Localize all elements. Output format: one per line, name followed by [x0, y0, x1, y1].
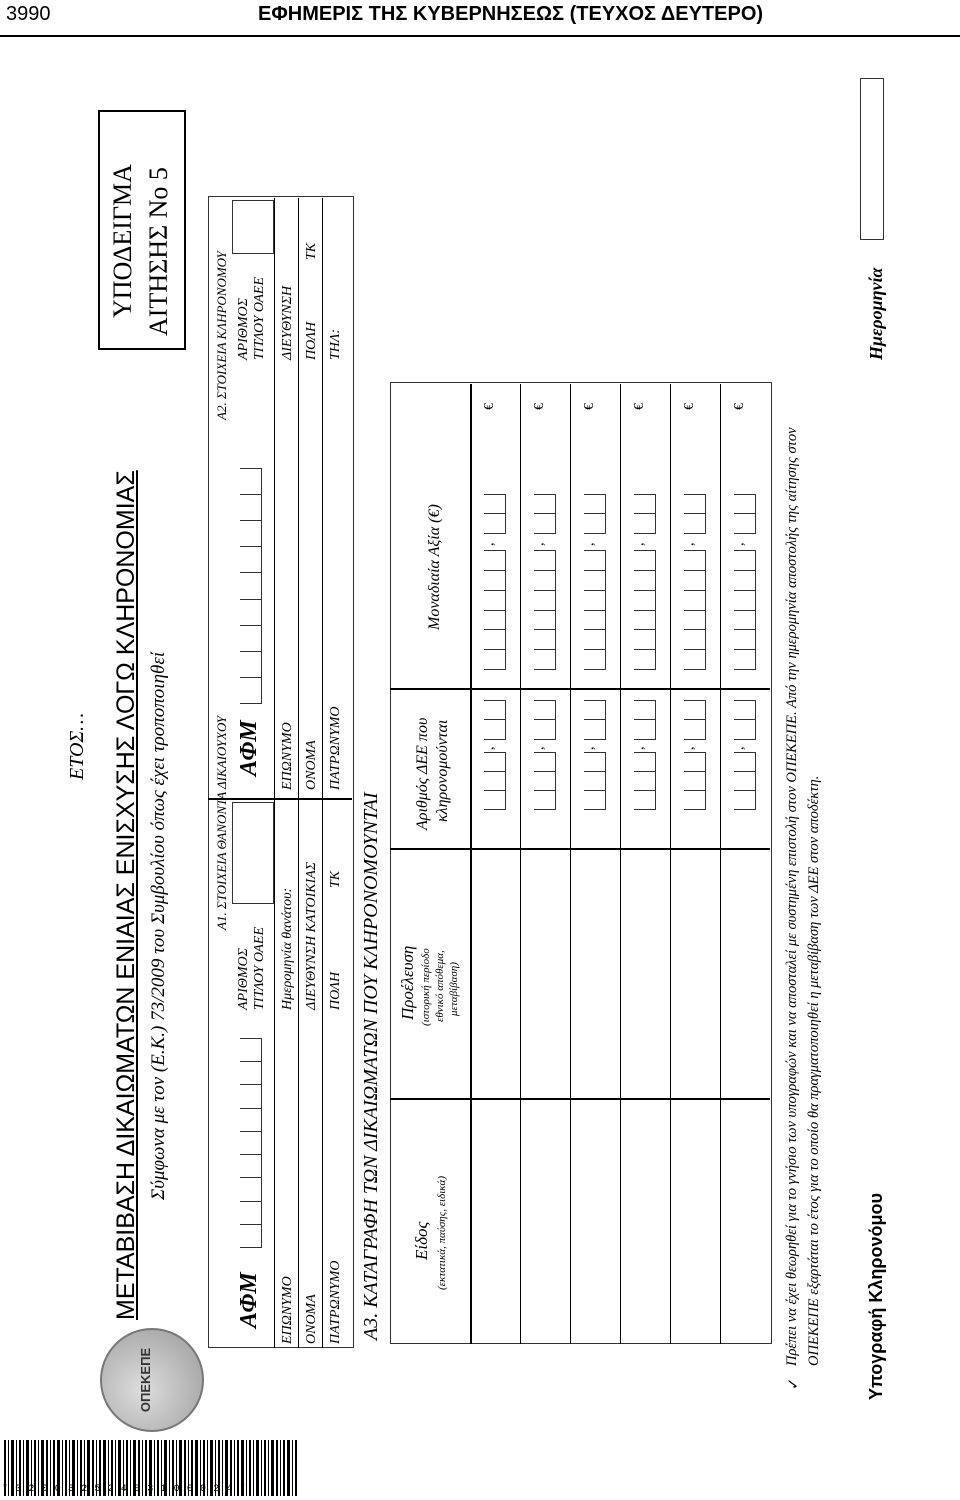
date-label: Ημερομηνία [866, 267, 886, 360]
a2-row-line [274, 198, 275, 800]
a3-count-comma: , [482, 746, 497, 750]
a3-value-comma: , [682, 542, 697, 546]
a3-col2-sub3: μεταβίβαση) [448, 962, 460, 1016]
a3-col2-sub2: εθνικό απόθεμα, [434, 950, 446, 1022]
a1-death-date: Ημερομηνία θανάτου: [280, 887, 295, 1010]
a3-count-comma: , [632, 746, 647, 750]
a1-oaee-field[interactable] [232, 802, 274, 904]
a3-euro: € [682, 403, 697, 410]
a1-oaee-line1: ΑΡΙΘΜΟΣ [236, 948, 251, 1010]
a1-afm-cells[interactable] [240, 1038, 262, 1248]
a2-city: ΠΟΛΗ [304, 321, 319, 360]
a3-value-dec-cells[interactable] [534, 494, 556, 534]
a1-row-line [274, 800, 275, 1348]
a3-col-line [390, 849, 770, 851]
a1-tk: ΤΚ [328, 870, 343, 888]
a1-father: ΠΑΤΡΩΝΥΜΟ [328, 1260, 343, 1344]
sample-box [98, 110, 186, 350]
opekepe-logo [100, 1328, 204, 1432]
a1-city: ΠΟΛΗ [328, 971, 343, 1010]
sample-line1: ΥΠΟΔΕΙΓΜΑ [108, 164, 137, 318]
a3-count-cells[interactable] [634, 752, 656, 810]
a3-euro: € [732, 403, 747, 410]
a3-col3-line2: κληρονομούνται [434, 719, 451, 822]
a3-count-cells[interactable] [484, 752, 506, 810]
a3-euro: € [632, 403, 647, 410]
signature-label: Υπογραφή Κληρονόμου [866, 1193, 886, 1400]
a2-oaee-line1: ΑΡΙΘΜΟΣ [236, 298, 251, 360]
year-label: ΕΤΟΣ… [66, 712, 88, 780]
a3-col3-line1: Αριθμός ΔΕΕ που [414, 717, 431, 830]
a3-count-cells[interactable] [684, 752, 706, 810]
a3-col1-sub: (εκτατικά, παύσης, ειδικά) [436, 1176, 448, 1290]
note-check: ✓ [786, 1377, 802, 1390]
a2-father: ΠΑΤΡΩΝΥΜΟ [328, 706, 343, 790]
a3-col2-sub1: (ιστορική περίοδο [420, 948, 432, 1026]
a3-value-comma: , [582, 542, 597, 546]
a3-value-cells[interactable] [584, 550, 606, 670]
logo-text: ΟΠΕΚΕΠΕ [138, 1347, 153, 1413]
a3-col-line [390, 689, 770, 691]
a3-euro: € [532, 403, 547, 410]
a2-oaee-line2: ΤΙΤΛΟΥ ΟΑΕΕ [252, 276, 267, 360]
a3-row-line [570, 384, 571, 1344]
a3-count-cells[interactable] [734, 752, 756, 810]
a2-row-line [322, 198, 323, 800]
a3-value-cells[interactable] [734, 550, 756, 670]
a3-count-cells[interactable] [584, 752, 606, 810]
a3-col2-title: Προέλευση [398, 945, 417, 1020]
a2-oaee-field[interactable] [232, 200, 274, 254]
a3-value-comma: , [732, 542, 747, 546]
a3-value-dec-cells[interactable] [634, 494, 656, 534]
a2-afm-label: ΑΦΜ [236, 720, 262, 776]
barcode-digits: *02003252403100024* [2, 1484, 253, 1495]
note-line2: ΟΠΕΚΕΠΕ εξαρτάται το έτος για το οποίο θα πραγματοποιηθεί η μεταβίβαση των ΔΕΕ στον αποδέκτη. [806, 775, 822, 1366]
a1-title: Α1. ΣΤΟΙΧΕΙΑ ΘΑΝΟΝΤΑ ΔΙΚΑΙΟΥΧΟΥ [214, 715, 229, 930]
a3-count-comma: , [582, 746, 597, 750]
a2-title: Α2. ΣΤΟΙΧΕΙΑ ΚΛΗΡΟΝΟΜΟΥ [214, 251, 229, 420]
a2-name: ΟΝΟΜΑ [304, 740, 319, 790]
a3-value-cells[interactable] [484, 550, 506, 670]
a3-header-line [470, 384, 472, 1344]
a3-value-comma: , [482, 542, 497, 546]
a3-row-line [520, 384, 521, 1344]
a1-oaee-line2: ΤΙΤΛΟΥ ΟΑΕΕ [252, 926, 267, 1010]
a3-col1-title: Είδος [412, 1221, 431, 1260]
gazette-title: ΕΦΗΜΕΡΙΣ ΤΗΣ ΚΥΒΕΡΝΗΣΕΩΣ (ΤΕΥΧΟΣ ΔΕΥΤΕΡΟ) [258, 3, 764, 25]
a3-value-cells[interactable] [684, 550, 706, 670]
application-form [20, 50, 950, 1440]
a3-row-line [670, 384, 671, 1344]
a3-count-cells[interactable] [534, 752, 556, 810]
a3-title: Α3. ΚΑΤΑΓΡΑΦΗ ΤΩΝ ΔΙΚΑΙΩΜΑΤΩΝ ΠΟΥ ΚΛΗΡΟΝΟΜΟΥΝΤΑΙ [360, 792, 382, 1340]
a2-afm-cells[interactable] [240, 468, 262, 704]
a2-surname: ΕΠΩΝΥΜΟ [280, 722, 295, 790]
a3-euro: € [582, 403, 597, 410]
a3-value-comma: , [532, 542, 547, 546]
header-divider [0, 35, 960, 37]
a3-count-dec-cells[interactable] [684, 700, 706, 740]
a3-col4-title: Μοναδιαία Αξία (€) [426, 504, 443, 630]
a1-row-line [298, 800, 299, 1348]
a3-value-dec-cells[interactable] [584, 494, 606, 534]
a3-count-dec-cells[interactable] [734, 700, 756, 740]
a3-count-comma: , [682, 746, 697, 750]
a3-count-dec-cells[interactable] [634, 700, 656, 740]
a3-value-comma: , [632, 542, 647, 546]
a3-col-line [390, 1099, 770, 1101]
a1-residence: ΔΙΕΥΘΥΝΣΗ ΚΑΤΟΙΚΙΑΣ [304, 861, 319, 1010]
a3-row-line [620, 384, 621, 1344]
a1-name: ΟΝΟΜΑ [304, 1294, 319, 1344]
a2-phone: ΤΗΛ: [328, 328, 343, 360]
a2-tk: ΤΚ [304, 242, 319, 260]
a3-count-dec-cells[interactable] [534, 700, 556, 740]
date-field[interactable] [860, 78, 884, 240]
a3-value-cells[interactable] [634, 550, 656, 670]
a1-surname: ΕΠΩΝΥΜΟ [280, 1276, 295, 1344]
main-title: ΜΕΤΑΒΙΒΑΣΗ ΔΙΚΑΙΩΜΑΤΩΝ ΕΝΙΑΙΑΣ ΕΝΙΣΧΥΣΗΣ ΛΟΓΩ ΚΛΗΡΟΝΟΜΙΑΣ [112, 470, 140, 1320]
note-line1: Πρέπει να έχει θεωρηθεί για το γνήσιο των υπογραφών και να αποσταλεί με συστημένη επιστολή στον ΟΠΕΚΕΠΕ. Από την ημερομηνία αποστολής της αίτησης στον [784, 427, 800, 1366]
a2-row-line [298, 198, 299, 800]
a3-value-dec-cells[interactable] [684, 494, 706, 534]
a3-count-comma: , [732, 746, 747, 750]
sample-line2: ΑΙΤΗΣΗΣ Νο 5 [144, 167, 173, 336]
page-number: 3990 [6, 3, 51, 25]
a3-value-cells[interactable] [534, 550, 556, 670]
a2-address: ΔΙΕΥΘΥΝΣΗ [280, 285, 295, 360]
a3-count-dec-cells[interactable] [584, 700, 606, 740]
subtitle: Σύμφωνα με τον (Ε.Κ.) 73/2009 του Συμβουλίου όπως έχει τροποποιηθεί [148, 651, 169, 1200]
a1-row-line [322, 800, 323, 1348]
a3-euro: € [482, 403, 497, 410]
a3-value-dec-cells[interactable] [484, 494, 506, 534]
a3-row-line [720, 384, 721, 1344]
a3-value-dec-cells[interactable] [734, 494, 756, 534]
a3-count-dec-cells[interactable] [484, 700, 506, 740]
a1-afm-label: ΑΦΜ [236, 1272, 262, 1328]
a3-count-comma: , [532, 746, 547, 750]
